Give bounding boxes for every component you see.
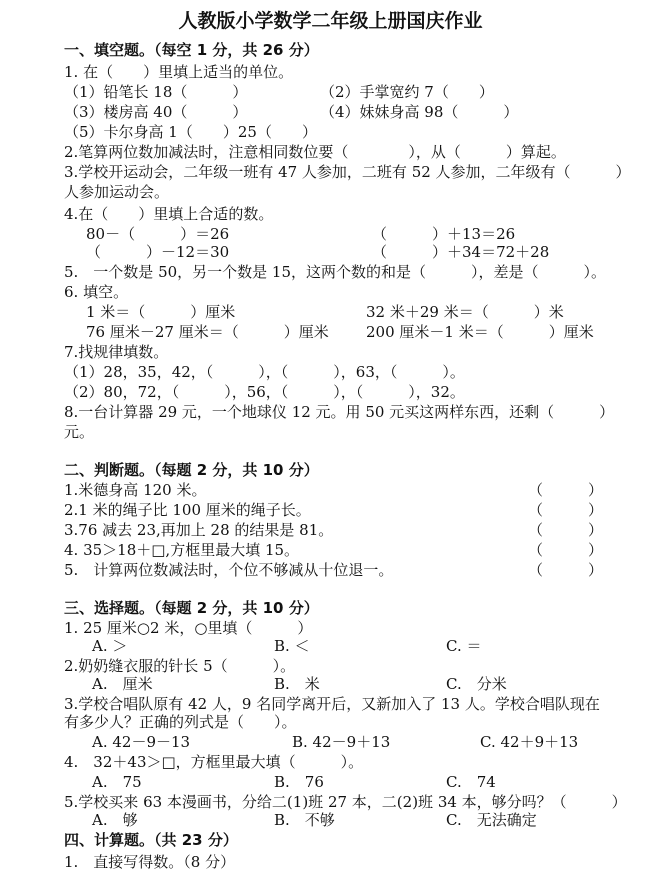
s3-q5: 5.学校买来 63 本漫画书，分给二(1)班 27 本，二(2)班 34 本，够分吗？（ ）	[64, 793, 627, 811]
s1-q6: 6. 填空。	[64, 283, 129, 301]
s2-item-2-bracket: （ ）	[528, 501, 604, 519]
s3-q3a: 3.学校合唱队原有 42 人，9 名同学离开后，又新加入了 13 人。学校合唱队现在	[64, 695, 600, 713]
s3-q5-option-a: A. 够	[92, 811, 138, 829]
s3-q2: 2.奶奶缝衣服的针长 5（ ）。	[64, 657, 296, 675]
s3-q1-option-c: C. ＝	[446, 637, 482, 655]
s1-q4d: （ ）＋34＝72＋28	[372, 243, 550, 261]
s3-q2-option-c: C. 分米	[446, 675, 507, 693]
s1-q6a: 1 米＝（ ）厘米	[86, 303, 236, 321]
s1-q1a: （1）铅笔长 18（ ）	[64, 83, 248, 101]
s3-q4-option-b: B. 76	[274, 773, 324, 791]
s1-q4: 4.在（ ）里填上合适的数。	[64, 205, 274, 223]
s3-q4: 4. 32＋43＞□，方框里最大填（ ）。	[64, 753, 364, 771]
s2-item-3-bracket: （ ）	[528, 521, 604, 539]
s2-item-5: 5. 计算两位数减法时，个位不够减从十位退一。	[64, 561, 394, 579]
s1-q1e: （5）卡尔身高 1（ ）25（ ）	[64, 123, 317, 141]
section-1-heading: 一、填空题。（每空 1 分，共 26 分）	[64, 41, 319, 59]
s1-q4b: （ ）＋13＝26	[372, 225, 516, 243]
s3-q2-option-b: B. 米	[274, 675, 320, 693]
s1-q8b: 元。	[64, 423, 95, 441]
s3-q5-option-b: B. 不够	[274, 811, 335, 829]
s1-q6c: 76 厘米－27 厘米＝（ ）厘米	[86, 323, 329, 341]
s3-q2-option-a: A. 厘米	[92, 675, 153, 693]
s1-q7b: （2）80，72，（ ），56，（ ），（ ），32。	[64, 383, 465, 401]
s1-q1c: （3）楼房高 40（ ）	[64, 103, 248, 121]
section-4-heading: 四、计算题。（共 23 分）	[64, 831, 238, 849]
s3-q4-option-c: C. 74	[446, 773, 496, 791]
s2-item-4-bracket: （ ）	[528, 541, 604, 559]
s3-q3-option-b: B. 42－9＋13	[292, 733, 391, 751]
s2-item-5-bracket: （ ）	[528, 561, 604, 579]
s3-q3-option-c: C. 42＋9＋13	[480, 733, 579, 751]
s1-q6d: 200 厘米－1 米＝（ ）厘米	[366, 323, 594, 341]
s2-item-2: 2.1 米的绳子比 100 厘米的绳子长。	[64, 501, 311, 519]
s1-q5: 5. 一个数是 50，另一个数是 15，这两个数的和是（ ），差是（ ）。	[64, 263, 607, 281]
s1-q7: 7.找规律填数。	[64, 343, 169, 361]
s1-q3a: 3.学校开运动会，二年级一班有 47 人参加，二班有 52 人参加，二年级有（ ）	[64, 163, 631, 181]
s1-q4c: （ ）－12＝30	[86, 243, 230, 261]
s3-q1-option-b: B. ＜	[274, 637, 310, 655]
s1-q8a: 8.一台计算器 29 元，一个地球仪 12 元。用 50 元买这两样东西，还剩（ ）	[64, 403, 615, 421]
s2-item-1: 1.米德身高 120 米。	[64, 481, 207, 499]
section-3-heading: 三、选择题。（每题 2 分，共 10 分）	[64, 599, 319, 617]
s1-q6b: 32 米＋29 米＝（ ）米	[366, 303, 564, 321]
s1-q4a: 80－（ ）＝26	[86, 225, 230, 243]
s3-q3-option-a: A. 42－9－13	[92, 733, 191, 751]
s3-q1: 1. 25 厘米○2 米，○里填（ ）	[64, 619, 313, 637]
s3-q4-option-a: A. 75	[92, 773, 142, 791]
s4-q1: 1. 直接写得数。（8 分）	[64, 853, 236, 871]
s2-item-4: 4. 35＞18＋□,方框里最大填 15。	[64, 541, 300, 559]
section-2-heading: 二、判断题。（每题 2 分，共 10 分）	[64, 461, 319, 479]
page-title: 人教版小学数学二年级上册国庆作业	[178, 10, 483, 32]
s1-q7a: （1）28，35，42，（ ），（ ），63，（ ）。	[64, 363, 465, 381]
s1-q2: 2.笔算两位数加减法时，注意相同数位要（ ），从（ ）算起。	[64, 143, 566, 161]
s3-q1-option-a: A. ＞	[92, 637, 128, 655]
s1-q1: 1. 在（ ）里填上适当的单位。	[64, 63, 294, 81]
s1-q3b: 人参加运动会。	[64, 183, 170, 201]
s2-item-1-bracket: （ ）	[528, 481, 604, 499]
s1-q1d: （4）妹妹身高 98（ ）	[320, 103, 519, 121]
s2-item-3: 3.76 减去 23,再加上 28 的结果是 81。	[64, 521, 334, 539]
s3-q3b: 有多少人？正确的列式是（ ）。	[64, 713, 297, 731]
s1-q1b: （2）手掌宽约 7（ ）	[320, 83, 494, 101]
s3-q5-option-c: C. 无法确定	[446, 811, 537, 829]
